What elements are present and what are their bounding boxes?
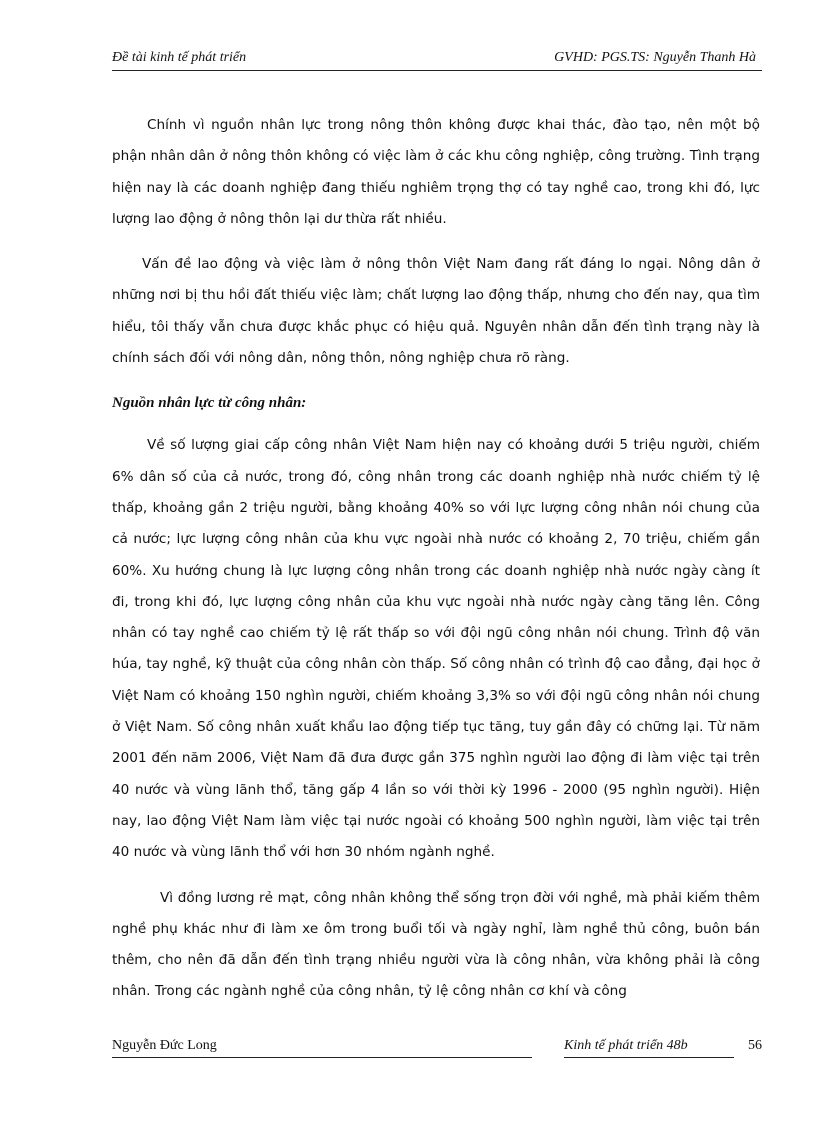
- section-heading: Nguồn nhân lực từ công nhân:: [112, 395, 307, 412]
- header-topic: Đề tài kinh tế phát triển: [112, 50, 247, 65]
- page-number: 56: [748, 1038, 762, 1053]
- paragraph-4: Vì đồng lương rẻ mạt, công nhân không thể sống trọn đời với nghề, mà phải kiếm thêm nghề phụ khác như đi làm xe ôm trong buổi tối và ngày nghỉ, làm nghề thủ công, buôn bán thêm, cho nên đã dẫn đến tình trạng nhiều người vừa là công nhân, vừa không phải là công nhân. Trong các ngành nghề của công nhân, tỷ lệ công nhân cơ khí và công: [112, 889, 760, 1000]
- paragraph-2: Vấn đề lao động và việc làm ở nông thôn Việt Nam đang rất đáng lo ngại. Nông dân ở những nơi bị thu hồi đất thiếu việc làm; chất lượng lao động thấp, nhưng cho đến nay, qua tìm hiểu, tôi thấy vẫn chưa được khắc phục có hiệu quả. Nguyên nhân dẫn đến tình trạng này là chính sách đối với nông dân, nông thôn, nông nghiệp chưa rõ ràng.: [112, 256, 760, 367]
- footer-author: Nguyễn Đức Long: [112, 1038, 532, 1058]
- footer-course: Kinh tế phát triển 48b: [564, 1038, 734, 1058]
- paragraph-3: Về số lượng giai cấp công nhân Việt Nam hiện nay có khoảng dưới 5 triệu người, chiếm 6% dân số của cả nước, trong đó, công nhân trong các doanh nghiệp nhà nước chiếm tỷ lệ thấp, khoảng gần 2 triệu người, bằng khoảng 40% so với lực lượng công nhân nói chung của cả nước; lực lượng công nhân của khu vực ngoài nhà nước có khoảng 2, 70 triệu, chiếm gần 60%. Xu hướng chung là lực lượng công nhân trong các doanh nghiệp nhà nước ngày càng ít đi, trong khi đó, lực lượng công nhân của khu vực ngoài nhà nước ngày càng tăng lên. Công nhân có tay nghề cao chiếm tỷ lệ rất thấp so với đội ngũ công nhân nói chung. Trình độ văn húa, tay nghề, kỹ thuật của công nhân còn thấp. Số công nhân có trình độ cao đẳng, đại học ở Việt Nam có khoảng 150 nghìn người, chiếm khoảng 3,3% so với đội ngũ công nhân nói chung ở Việt Nam. Số công nhân xuất khẩu lao động tiếp tục tăng, tuy gần đây có chững lại. Từ năm 2001 đến năm 2006, Việt Nam đã đưa được gần 375 nghìn người lao động đi làm việc tại trên 40 nước và vùng lãnh thổ, tăng gấp 4 lần so với thời kỳ 1996 - 2000 (95 nghìn người). Hiện nay, lao động Việt Nam làm việc tại nước ngoài có khoảng 500 nghìn người, làm việc tại trên 40 nước và vùng lãnh thổ với hơn 30 nhóm ngành nghề.: [112, 437, 760, 861]
- page-footer: [112, 1038, 762, 1060]
- paragraph-1: Chính vì nguồn nhân lực trong nông thôn không được khai thác, đào tạo, nên một bộ phận nhân dân ở nông thôn không có việc làm ở các khu công nghiệp, công trường. Tình trạng hiện nay là các doanh nghiệp đang thiếu nghiêm trọng thợ có tay nghề cao, trong khi đó, lực lượng lao động ở nông thôn lại dư thừa rất nhiều.: [112, 117, 760, 227]
- header-supervisor: GVHD: PGS.TS: Nguyễn Thanh Hà: [554, 50, 756, 65]
- page-header: [112, 48, 762, 71]
- document-body: [112, 110, 760, 1008]
